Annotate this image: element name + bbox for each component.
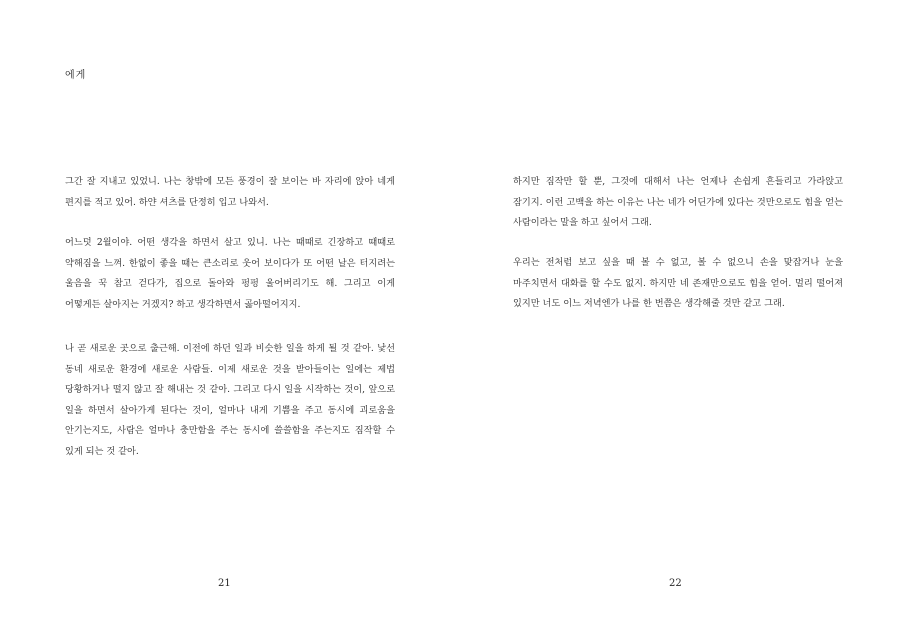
- paragraph-text: 우리는 전처럼 보고 싶을 때 볼 수 없고, 볼 수 없으니 손을 맞잡거나 눈을 마주치면서 대화를 할 수도 없지. 하지만 네 존재만으로도 힘을 얻어. 멀리 떨어져 있지만 너도 이느 저녁엔가 나를 한 번쯤은 생각해줄 것만 같고 그래.: [513, 257, 843, 309]
- right-page: [450, 0, 900, 628]
- paragraph: [65, 339, 395, 462]
- paragraph-text: 그간 잘 지내고 있었니. 나는 창밖에 모든 풍경이 잘 보이는 바 자리에 앉아 네게 편지를 적고 있어. 하얀 셔츠를 단정히 입고 나와서.: [65, 176, 395, 208]
- page-number: 22: [669, 578, 682, 589]
- paragraph-text: 어느덧 2월이야. 어떤 생각을 하면서 살고 있니. 나는 때때로 긴장하고 때때로 약해짐을 느껴. 한없이 좋을 때는 큰소리로 웃어 보이다가 또 어떤 날은 터지려는 울음을 꾹 참고 걷다가, 집으로 돌아와 펑펑 울어버리기도 해. 그리고 이게 어떻게든 살아지는 거겠지? 하고 생각하면서 곯아떨어지지.: [65, 237, 395, 310]
- paragraph-text: 나 곧 새로운 곳으로 출근해. 이전에 하던 일과 비슷한 일을 하게 될 것 같아. 낯선 동네 새로운 환경에 새로운 사람들. 이제 새로운 것을 받아들이는 일에는 제법 당황하거나 떨지 않고 잘 해내는 것 같아. 그리고 다시 일을 시작하는 것이, 앞으로 일을 하면서 살아가게 된다는 것이, 얼마나 내게 기쁨을 주고 동시에 괴로움을 안기는지도, 사람은 얼마나 충만함을 주는 동시에 쓸쓸함을 주는지도 짐작할 수 있게 되는 것 같아.: [65, 343, 395, 457]
- paragraph: [513, 253, 843, 315]
- letter-heading: 에게: [65, 70, 87, 81]
- paragraph: [513, 172, 843, 234]
- paragraph: [65, 172, 395, 213]
- paragraph: [65, 233, 395, 315]
- page-number: 21: [218, 578, 231, 589]
- paragraph-text: 하지만 짐작만 할 뿐, 그것에 대해서 나는 언제나 손쉽게 흔들리고 가라앉고 잠기지. 이런 고백을 하는 이유는 나는 네가 어딘가에 있다는 것만으로도 힘을 얻는 사람이라는 말을 하고 싶어서 그래.: [513, 176, 843, 228]
